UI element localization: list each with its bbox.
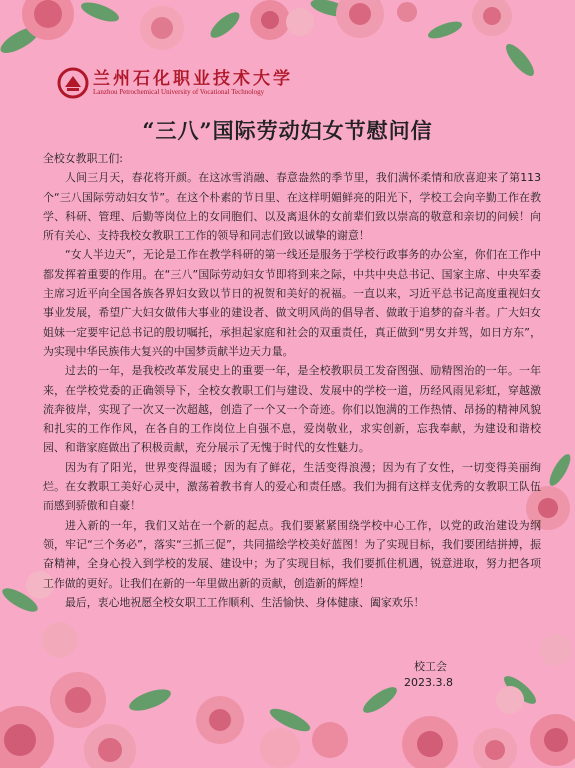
letter-body xyxy=(43,149,541,612)
letter-date: 2023.3.8 xyxy=(404,676,453,689)
paragraph-3: 过去的一年，是我校改革发展史上的重要一年，是全校教职员工发奋图强、励精图治的一年。一年来，在学校党委的正确领导下，全校女教职工们与建设、发展中的学校一道，历经风雨见彩虹，穿越激流奔彼岸，实现了一次又一次超越，创造了一个又一个奇迹。你们以饱满的工作热情、昂扬的精神风貌和扎实的工作作风，在各自的工作岗位上自强不息，爱岗敬业，求实创新，忘我奉献，为建设和谐校园、和谐家庭做出了积极贡献，充分展示了无愧于时代的女性魅力。 xyxy=(43,364,541,455)
school-name-cn: 兰州石化职业技术大学 xyxy=(93,68,293,89)
signature: 校工会 xyxy=(414,660,447,673)
school-name-en: Lanzhou Petrochemical University of Vocational Technology xyxy=(93,87,265,96)
paragraph-2: “女人半边天”，无论是工作在教学科研的第一线还是服务于学校行政事务的办公室，你们在工作中都发挥着重要的作用。在“三八”国际劳动妇女节即将到来之际，中共中央总书记、国家主席、中央军委主席习近平向全国各族各界妇女致以节日的祝贺和美好的祝福。一直以来，习近平总书记高度重视妇女事业发展，希望广大妇女做伟大事业的建设者、做文明风尚的倡导者、做敢于追梦的奋斗者。广大妇女姐妹一定要牢记总书记的殷切嘱托，承担起家庭和社会的双重责任，真正做到“男女并驾，如日方东”，为实现中华民族伟大复兴的中国梦贡献半边天力量。 xyxy=(43,248,541,358)
school-emblem-icon xyxy=(57,67,89,99)
paragraph-1: 人间三月天，春花将开颜。在这冰雪消融、春意盎然的季节里，我们满怀柔情和欣喜迎来了第113个“三八国际劳动妇女节”。在这个朴素的节日里、在这样明媚鲜亮的阳光下，学校工会向辛勤工作在教学、科研、管理、后勤等岗位上的女同胞们、以及离退休的女前辈们致以崇高的敬意和亲切的问候！向所有关心、支持我校女教职工工作的领导和同志们致以诚挚的谢意！ xyxy=(43,171,541,243)
paragraph-4: 因为有了阳光，世界变得温暖；因为有了鲜花，生活变得浪漫；因为有了女性，一切变得美丽绚烂。在女教职工美好心灵中，激荡着教书育人的爱心和责任感。我们为拥有这样支优秀的女教职工队伍而感到骄傲和自豪！ xyxy=(43,460,541,513)
letter-title: “三八”国际劳动妇女节慰问信 xyxy=(142,118,433,143)
paragraph-5: 进入新的一年，我们又站在一个新的起点。我们要紧紧围绕学校中心工作，以党的政治建设为纲领，牢记“三个务必”，落实“三抓三促”，共同描绘学校美好蓝图！为了实现目标，我们要团结拼搏，振奋精神，全身心投入到学校的发展、建设中；为了实现目标，我们要抓住机遇，锐意进取，努力把各项工作做的更好。让我们在新的一年里做出新的贡献，创造新的辉煌！ xyxy=(43,518,541,590)
paragraph-6: 最后，衷心地祝愿全校女职工工作顺利、生活愉快、身体健康、阖家欢乐！ xyxy=(65,595,425,609)
greeting: 全校女教职工们: xyxy=(43,152,123,165)
school-logo xyxy=(57,67,293,99)
